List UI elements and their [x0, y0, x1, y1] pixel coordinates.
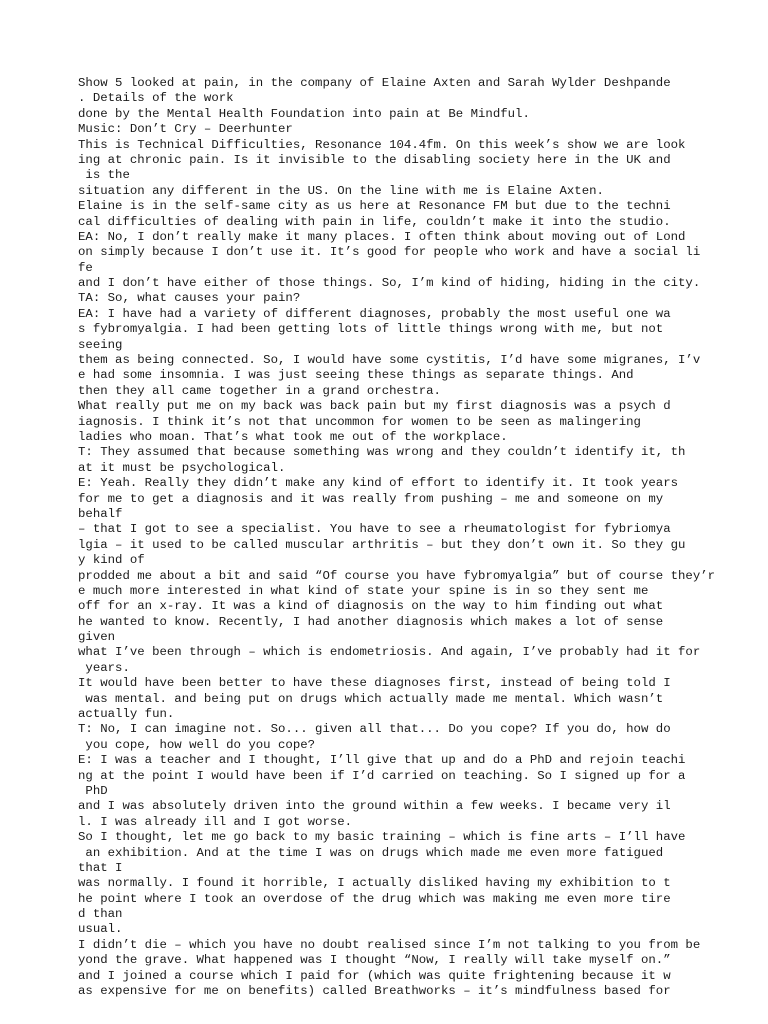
transcript-line: Elaine is in the self-same city as us here at Resonance FM but due to the techni [78, 199, 671, 214]
transcript-line: cal difficulties of dealing with pain in life, couldn’t make it into the studio. [78, 214, 671, 229]
transcript-line: and I joined a course which I paid for (which was quite frightening because it w [78, 968, 671, 983]
transcript-line: actually fun. [78, 707, 175, 722]
transcript-line: you cope, how well do you cope? [78, 737, 316, 752]
transcript-line: them as being connected. So, I would have some cystitis, I’d have some migranes, I’v [78, 353, 701, 368]
transcript-line: he wanted to know. Recently, I had another diagnosis which makes a lot of sense [78, 614, 664, 629]
transcript-line: PhD [78, 783, 108, 798]
transcript-line: what I’ve been through – which is endometriosis. And again, I’ve probably had it for [78, 645, 701, 660]
transcript-line: What really put me on my back was back pain but my first diagnosis was a psych d [78, 399, 671, 414]
transcript-line: he point where I took an overdose of the drug which was making me even more tire [78, 891, 671, 906]
transcript-line: prodded me about a bit and said “Of course you have fybromyalgia” but of course they’r [78, 568, 716, 583]
transcript-line: – that I got to see a specialist. You have to see a rheumatologist for fybriomya [78, 522, 671, 537]
transcript-line: on simply because I don’t use it. It’s good for people who work and have a social li [78, 245, 701, 260]
transcript-line: iagnosis. I think it’s not that uncommon for women to be seen as malingering [78, 414, 641, 429]
transcript-line: off for an x-ray. It was a kind of diagnosis on the way to him finding out what [78, 599, 664, 614]
transcript-line: then they all came together in a grand orchestra. [78, 383, 441, 398]
transcript-line: EA: I have had a variety of different diagnoses, probably the most useful one wa [78, 306, 671, 321]
transcript-line: yond the grave. What happened was I thought “Now, I really will take myself on.” [78, 953, 671, 968]
transcript-line: T: No, I can imagine not. So... given all that... Do you cope? If you do, how do [78, 722, 671, 737]
transcript-line: It would have been better to have these diagnoses first, instead of being told I [78, 676, 671, 691]
transcript-line: e much more interested in what kind of state your spine is in so they sent me [78, 583, 649, 598]
transcript-line: ing at chronic pain. Is it invisible to the disabling society here in the UK and [78, 152, 671, 167]
transcript-line: EA: No, I don’t really make it many places. I often think about moving out of Lond [78, 229, 686, 244]
transcript-line: for me to get a diagnosis and it was really from pushing – me and someone on my [78, 491, 664, 506]
transcript-line: and I was absolutely driven into the ground within a few weeks. I became very il [78, 799, 671, 814]
transcript-line: ladies who moan. That’s what took me out of the workplace. [78, 429, 508, 444]
transcript-line: E: I was a teacher and I thought, I’ll give that up and do a PhD and rejoin teachi [78, 753, 686, 768]
transcript-line: s fybromyalgia. I had been getting lots of little things wrong with me, but not [78, 322, 664, 337]
transcript-line: fe [78, 260, 93, 275]
transcript-text [78, 76, 758, 999]
transcript-line: situation any different in the US. On the line with me is Elaine Axten. [78, 183, 604, 198]
transcript-line: done by the Mental Health Foundation into pain at Be Mindful. [78, 106, 530, 121]
transcript-line: e had some insomnia. I was just seeing these things as separate things. And [78, 368, 634, 383]
transcript-line: at it must be psychological. [78, 460, 286, 475]
transcript-line: given [78, 630, 116, 645]
transcript-line: that I [78, 860, 123, 875]
transcript-line: T: They assumed that because something was wrong and they couldn’t identify it, th [78, 445, 686, 460]
transcript-line: TA: So, what causes your pain? [78, 291, 301, 306]
transcript-line: This is Technical Difficulties, Resonance 104.4fm. On this week’s show we are look [78, 137, 686, 152]
transcript-line: y kind of [78, 553, 145, 568]
transcript-line: an exhibition. And at the time I was on drugs which made me even more fatigued [78, 845, 664, 860]
transcript-line: behalf [78, 506, 123, 521]
transcript-line: l. I was already ill and I got worse. [78, 814, 353, 829]
transcript-line: seeing [78, 337, 123, 352]
transcript-line: and I don’t have either of those things. So, I’m kind of hiding, hiding in the city. [78, 276, 701, 291]
transcript-line: d than [78, 907, 123, 922]
transcript-line: E: Yeah. Really they didn’t make any kind of effort to identify it. It took years [78, 476, 679, 491]
transcript-line: Show 5 looked at pain, in the company of Elaine Axten and Sarah Wylder Deshpande [78, 76, 671, 90]
transcript-line: ng at the point I would have been if I’d carried on teaching. So I signed up for a [78, 768, 686, 783]
transcript-line: years. [78, 660, 130, 675]
transcript-line: I didn’t die – which you have no doubt realised since I’m not talking to you from be [78, 937, 701, 952]
transcript-line: usual. [78, 922, 123, 937]
transcript-line: is the [78, 168, 130, 183]
transcript-line: . Details of the work [78, 91, 234, 106]
transcript-line: was mental. and being put on drugs which actually made me mental. Which wasn’t [78, 691, 664, 706]
transcript-line: as expensive for me on benefits) called Breathworks – it’s mindfulness based for [78, 984, 671, 999]
transcript-line: was normally. I found it horrible, I actually disliked having my exhibition to t [78, 876, 671, 891]
transcript-line: lgia – it used to be called muscular arthritis – but they don’t own it. So they gu [78, 537, 686, 552]
transcript-line: So I thought, let me go back to my basic training – which is fine arts – I’ll have [78, 830, 686, 845]
transcript-line: Music: Don’t Cry – Deerhunter [78, 122, 293, 137]
